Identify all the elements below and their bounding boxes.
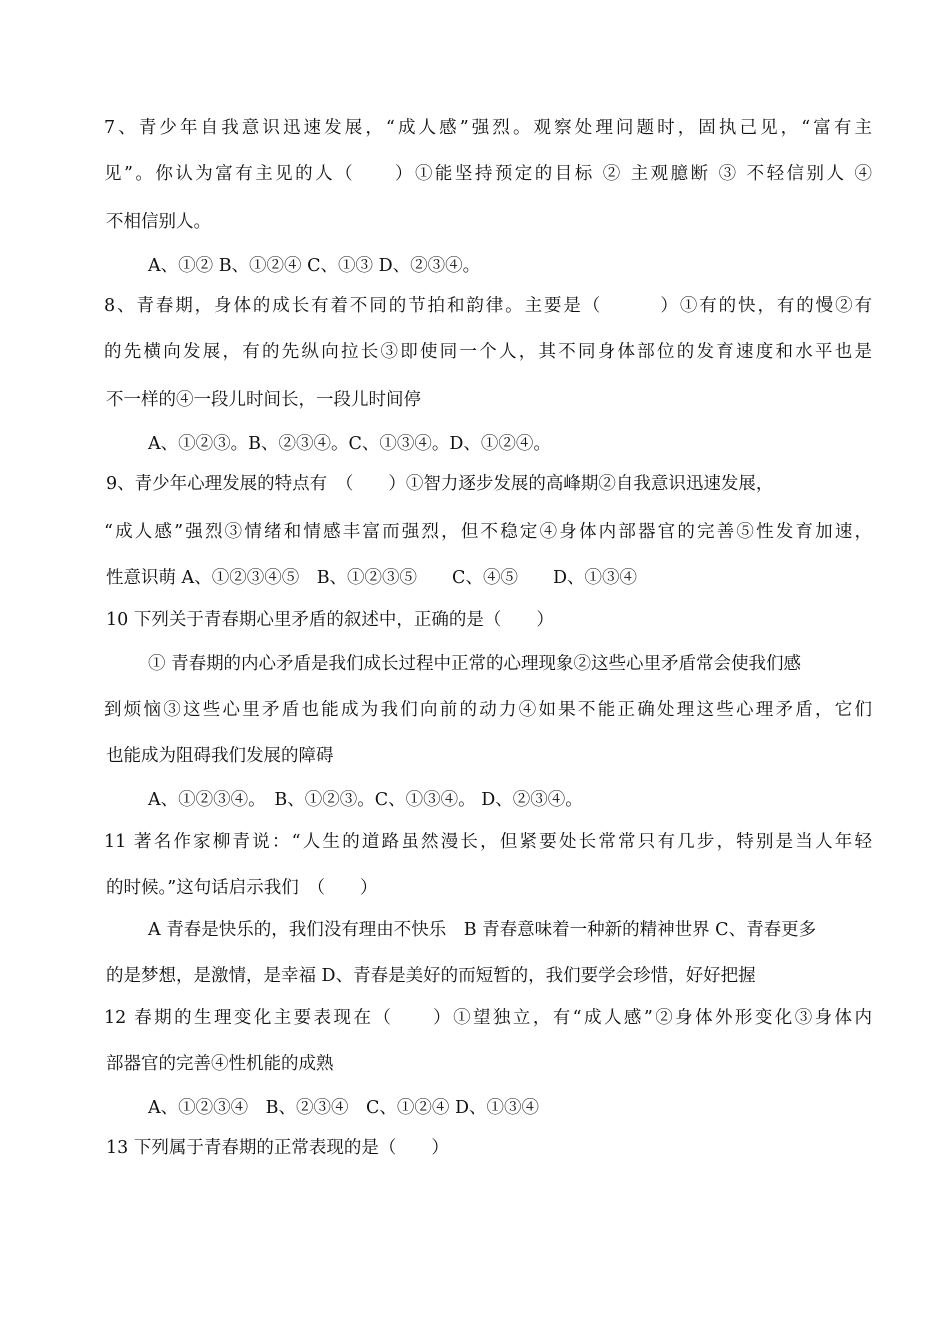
question-9-line-1: 9、青少年心理发展的特点有 （ ）①智力逐步发展的高峰期②自我意识迅速发展， bbox=[106, 474, 774, 494]
question-10-options: A、①②③④。 B、①②③。C、①③④。 D、②③④。 bbox=[148, 790, 583, 810]
question-12-line-1: 12 春期的生理变化主要表现在（ ）①望独立，有“成人感”②身体外形变化③身体内 bbox=[104, 1008, 872, 1028]
question-10-body-line-1: ① 青春期的内心矛盾是我们成长过程中正常的心理现象②这些心里矛盾常会使我们感 bbox=[148, 654, 802, 674]
question-8-line-2: 的先横向发展，有的先纵向拉长③即使同一个人，其不同身体部位的发育速度和水平也是 bbox=[104, 342, 872, 362]
question-10-body-line-3: 也能成为阻碍我们发展的障碍 bbox=[106, 746, 334, 766]
question-10-line-1: 10 下列关于青春期心里矛盾的叙述中，正确的是（ ） bbox=[106, 610, 554, 630]
question-7-line-2: 见”。你认为富有主见的人（ ）①能坚持预定的目标 ② 主观臆断 ③ 不轻信别人 ④ bbox=[104, 164, 872, 184]
question-11-line-2: 的时候。”这句话启示我们 （ ） bbox=[106, 878, 378, 898]
question-11-body-line-2: 的是梦想，是激情，是幸福 D、青春是美好的而短暂的，我们要学会珍惜，好好把握 bbox=[106, 966, 756, 986]
question-8-options: A、①②③。B、②③④。C、①③④。D、①②④。 bbox=[148, 434, 551, 454]
question-9-line-2: “成人感”强烈③情绪和情感丰富而强烈，但不稳定④身体内部器官的完善⑤性发育加速， bbox=[104, 522, 872, 542]
question-10-body-line-2: 到烦恼③这些心里矛盾也能成为我们向前的动力④如果不能正确处理这些心理矛盾，它们 bbox=[104, 700, 872, 720]
question-9-line-3: 性意识萌 A、①②③④⑤ B、①②③⑤ C、④⑤ D、①③④ bbox=[106, 568, 637, 588]
question-7-line-1: 7、青少年自我意识迅速发展，“成人感”强烈。观察处理问题时，固执己见，“富有主 bbox=[104, 118, 872, 138]
question-12-options: A、①②③④ B、②③④ C、①②④ D、①③④ bbox=[148, 1098, 539, 1118]
question-11-line-1: 11 著名作家柳青说：“人生的道路虽然漫长，但紧要处长常常只有几步，特别是当人年轻 bbox=[104, 832, 872, 852]
question-11-body-line-1: A 青春是快乐的，我们没有理由不快乐 B 青春意味着一种新的精神世界 C、青春更多 bbox=[148, 920, 817, 940]
question-7-options: A、①② B、①②④ C、①③ D、②③④。 bbox=[148, 256, 481, 276]
question-8-line-1: 8、青春期，身体的成长有着不同的节拍和韵律。主要是（ ）①有的快，有的慢②有 bbox=[104, 296, 872, 316]
question-13-line-1: 13 下列属于青春期的正常表现的是（ ） bbox=[106, 1138, 449, 1158]
question-12-line-2: 部器官的完善④性机能的成熟 bbox=[106, 1054, 334, 1074]
question-8-line-3: 不一样的④一段儿时间长，一段儿时间停 bbox=[106, 390, 421, 410]
question-7-line-3: 不相信别人。 bbox=[106, 212, 211, 232]
